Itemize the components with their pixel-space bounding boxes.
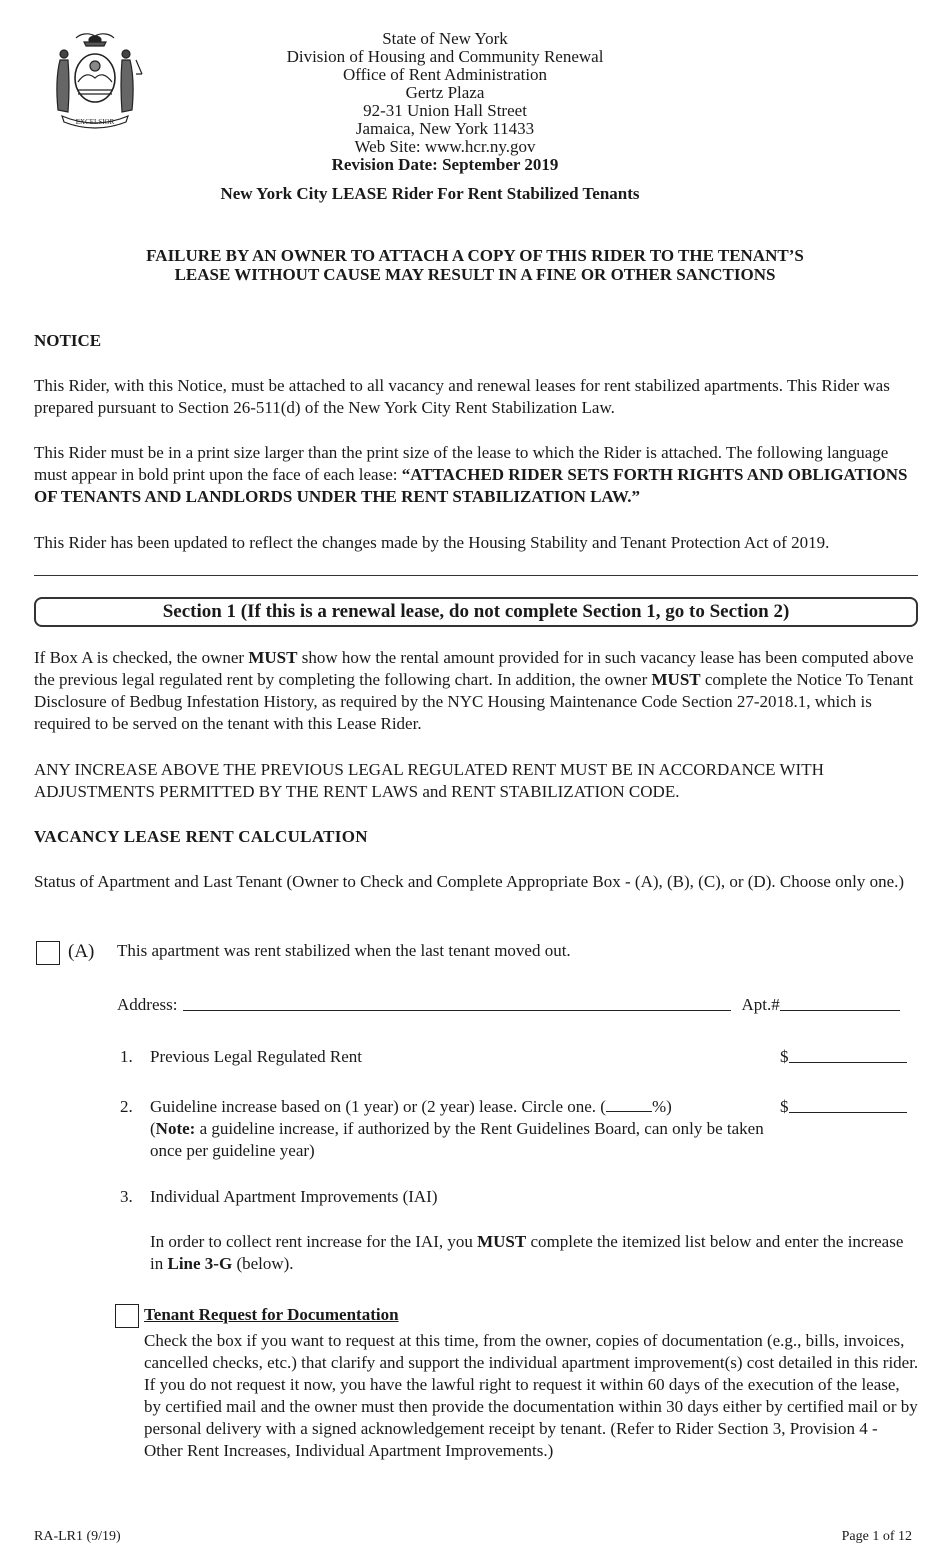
item-number: 1. bbox=[120, 1047, 133, 1066]
notice-paragraph-1: This Rider, with this Notice, must be attached to all vacancy and renewal leases for rent stabilized apartments. This Rider was prepared pursuant to Section 26-511(d) of the New York City Rent Stabilization Law. bbox=[34, 376, 890, 417]
section-1-heading: Section 1 (If this is a renewal lease, do not complete Section 1, go to Section 2) bbox=[34, 597, 918, 627]
previous-rent-field[interactable] bbox=[789, 1046, 907, 1063]
line-reference: Line 3-G bbox=[167, 1254, 233, 1273]
note-text: a guideline increase, if authorized by the Rent Guidelines Board, can only be taken once per guideline year) bbox=[150, 1119, 764, 1160]
warning-line-1: FAILURE BY AN OWNER TO ATTACH A COPY OF THIS RIDER TO THE TENANT’S bbox=[146, 246, 804, 265]
notice-bold-clause: “ATTACHED RIDER SETS FORTH RIGHTS AND OBLIGATIONS OF TENANTS AND LANDLORDS UNDER THE RENT STABILIZATION LAW.” bbox=[34, 465, 908, 506]
vacancy-calculation-heading: VACANCY LEASE RENT CALCULATION bbox=[34, 827, 368, 846]
item-text: Previous Legal Regulated Rent bbox=[150, 1047, 362, 1066]
agency-division: Division of Housing and Community Renewal bbox=[286, 47, 604, 66]
address-label: Address: bbox=[117, 995, 178, 1014]
apt-field[interactable] bbox=[780, 994, 900, 1011]
option-a-text: This apartment was rent stabilized when the last tenant moved out. bbox=[117, 941, 571, 960]
guideline-increase-amount bbox=[780, 1096, 910, 1118]
item-text: Individual Apartment Improvements (IAI) bbox=[150, 1187, 438, 1206]
notice-paragraph-2 bbox=[34, 442, 918, 508]
dollar-sign: $ bbox=[780, 1047, 789, 1066]
item-number: 2. bbox=[120, 1097, 133, 1116]
agency-street: 92-31 Union Hall Street bbox=[363, 101, 527, 120]
revision-date: Revision Date: September 2019 bbox=[331, 155, 559, 174]
seal-motto: EXCELSIOR bbox=[75, 118, 115, 126]
status-instructions: Status of Apartment and Last Tenant (Owner to Check and Complete Appropriate Box - (A), (B), (C), or (D). Choose only one.) bbox=[34, 872, 905, 891]
agency-building: Gertz Plaza bbox=[405, 83, 485, 102]
notice-paragraph-2-text: This Rider must be in a print size larger than the print size of the lease to which the Rider is attached. The following language must appear in bold print upon the face of each lease: bbox=[34, 443, 889, 484]
text-span: If Box A is checked, the owner bbox=[34, 648, 249, 667]
agency-website: Web Site: www.hcr.ny.gov bbox=[354, 137, 536, 156]
text-span: (below). bbox=[232, 1254, 294, 1273]
must-emphasis: MUST bbox=[477, 1232, 527, 1251]
text-span: ( bbox=[150, 1119, 156, 1138]
item-number: 3. bbox=[120, 1187, 133, 1206]
document-title: New York City LEASE Rider For Rent Stabilized Tenants bbox=[220, 184, 640, 203]
guideline-percent-field[interactable] bbox=[606, 1097, 652, 1112]
failure-warning bbox=[0, 246, 950, 284]
notice-heading: NOTICE bbox=[34, 331, 102, 350]
section-1-paragraph-1 bbox=[34, 647, 918, 735]
page-number: Page 1 of 12 bbox=[841, 1529, 912, 1544]
must-emphasis: MUST bbox=[248, 648, 298, 667]
tenant-request-body: Check the box if you want to request at this time, from the owner, copies of documentation (e.g., bills, invoices, cancelled checks, etc.) that clarify and support the individual apartment improvement(s) cost detailed in this rider. If you do not request it now, you have the lawful right to request it within 60 days of the execution of the lease, by certified mail and the owner must then provide the documentation within 30 days either by certified mail or by personal delivery with a signed acknowledgement receipt by tenant. (Refer to Rider Section 3, Provision 4 - Other Rent Increases, Individual Apartment Improvements.) bbox=[144, 1331, 919, 1460]
text-span: show how the rental amount provided for in such vacancy lease has been computed above the previous legal regulated rent by completing the following chart. In addition, the owner bbox=[34, 648, 914, 689]
address-field[interactable] bbox=[183, 994, 731, 1011]
guideline-increase-field[interactable] bbox=[789, 1096, 907, 1113]
text-span: %) bbox=[651, 1097, 672, 1116]
item-text bbox=[150, 1096, 770, 1162]
text-span: complete the itemized list below and enter the increase in bbox=[150, 1232, 904, 1273]
option-a-checkbox[interactable] bbox=[36, 941, 60, 965]
tenant-request-title: Tenant Request for Documentation bbox=[144, 1305, 399, 1324]
agency-office: Office of Rent Administration bbox=[342, 65, 548, 84]
increase-accordance-paragraph: ANY INCREASE ABOVE THE PREVIOUS LEGAL REGULATED RENT MUST BE IN ACCORDANCE WITH ADJUSTMENTS PERMITTED BY THE RENT LAWS and RENT STABILIZATION CODE. bbox=[34, 760, 824, 801]
notice-paragraph-3: This Rider has been updated to reflect the changes made by the Housing Stability and Tenant Protection Act of 2019. bbox=[34, 533, 830, 552]
iai-instructions bbox=[150, 1231, 920, 1275]
divider bbox=[34, 575, 918, 576]
agency-state: State of New York bbox=[382, 29, 508, 48]
agency-city: Jamaica, New York 11433 bbox=[355, 119, 535, 138]
note-label: Note: bbox=[155, 1119, 196, 1138]
dollar-sign: $ bbox=[780, 1097, 789, 1116]
letterhead bbox=[0, 30, 890, 174]
form-id: RA-LR1 (9/19) bbox=[34, 1529, 121, 1544]
warning-line-2: LEASE WITHOUT CAUSE MAY RESULT IN A FINE OR OTHER SANCTIONS bbox=[174, 265, 776, 284]
apt-label: Apt.# bbox=[741, 995, 780, 1014]
tenant-request-checkbox[interactable] bbox=[115, 1304, 139, 1328]
option-a-label: (A) bbox=[68, 941, 95, 962]
text-span: Guideline increase based on (1 year) or (2 year) lease. Circle one. ( bbox=[150, 1097, 606, 1116]
text-span: In order to collect rent increase for the IAI, you bbox=[150, 1232, 478, 1251]
previous-rent-amount bbox=[780, 1046, 910, 1068]
must-emphasis: MUST bbox=[651, 670, 701, 689]
address-row bbox=[117, 994, 910, 1016]
text-span: complete the Notice To Tenant Disclosure of Bedbug Infestation History, as required by the NYC Housing Maintenance Code Section 27-2018.1, which is required to be served on the tenant with this Lease Rider. bbox=[34, 670, 914, 733]
